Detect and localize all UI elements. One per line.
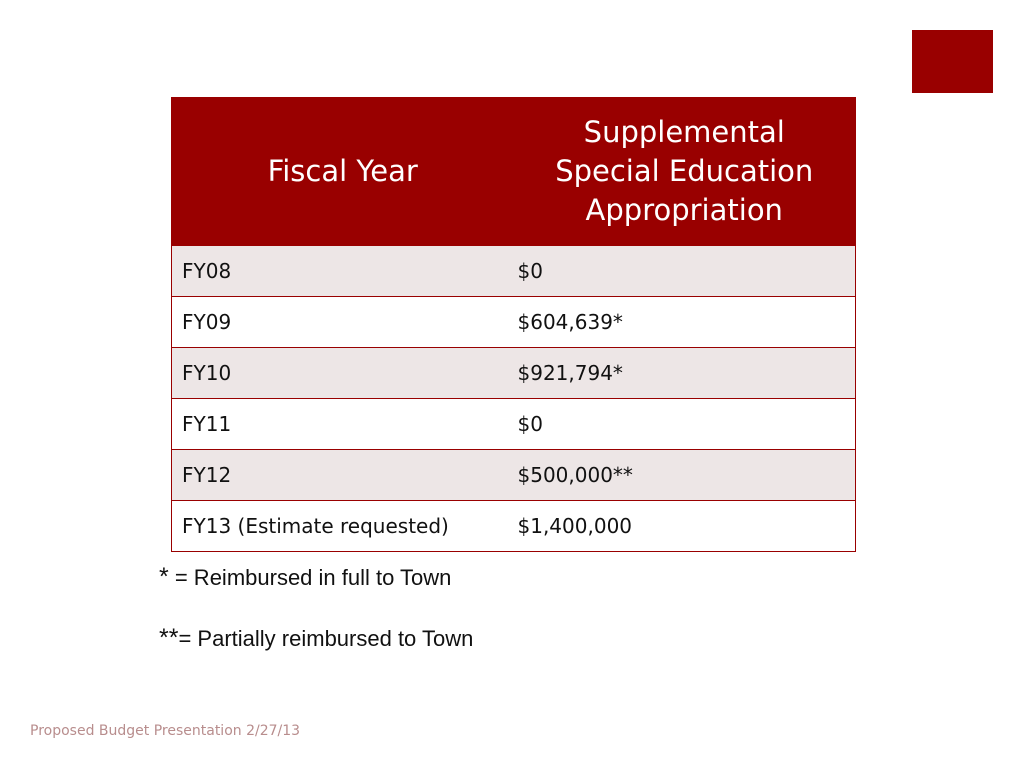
table-row [172, 297, 856, 348]
footnote-full-reimbursement [159, 563, 451, 592]
footnote-symbol: * [159, 563, 169, 591]
table-row [172, 501, 856, 552]
appropriation-cell: $604,639* [514, 297, 856, 348]
fiscal-year-cell: FY12 [172, 450, 514, 501]
slide-footer: Proposed Budget Presentation 2/27/13 [30, 723, 301, 739]
footnote-partial-reimbursement [159, 624, 473, 653]
table-header-row [172, 98, 856, 246]
appropriation-cell: $500,000** [514, 450, 856, 501]
appropriation-cell: $0 [514, 246, 856, 297]
fiscal-year-cell: FY10 [172, 348, 514, 399]
footnote-symbol: ** [159, 624, 179, 652]
appropriation-cell: $921,794* [514, 348, 856, 399]
table-row [172, 399, 856, 450]
header-fiscal-year: Fiscal Year [172, 98, 514, 246]
header-appropriation: Supplemental Special Education Appropriation [514, 98, 856, 246]
appropriation-cell: $0 [514, 399, 856, 450]
fiscal-year-cell: FY11 [172, 399, 514, 450]
fiscal-year-cell: FY09 [172, 297, 514, 348]
appropriation-cell: $1,400,000 [514, 501, 856, 552]
footnote-text: = Partially reimbursed to Town [178, 626, 474, 651]
table-row [172, 348, 856, 399]
fiscal-year-cell: FY08 [172, 246, 514, 297]
table-row [172, 450, 856, 501]
appropriation-table [171, 97, 856, 552]
accent-square [912, 30, 993, 93]
table-row [172, 246, 856, 297]
fiscal-year-cell: FY13 (Estimate requested) [172, 501, 514, 552]
footnote-text: = Reimbursed in full to Town [168, 565, 452, 590]
